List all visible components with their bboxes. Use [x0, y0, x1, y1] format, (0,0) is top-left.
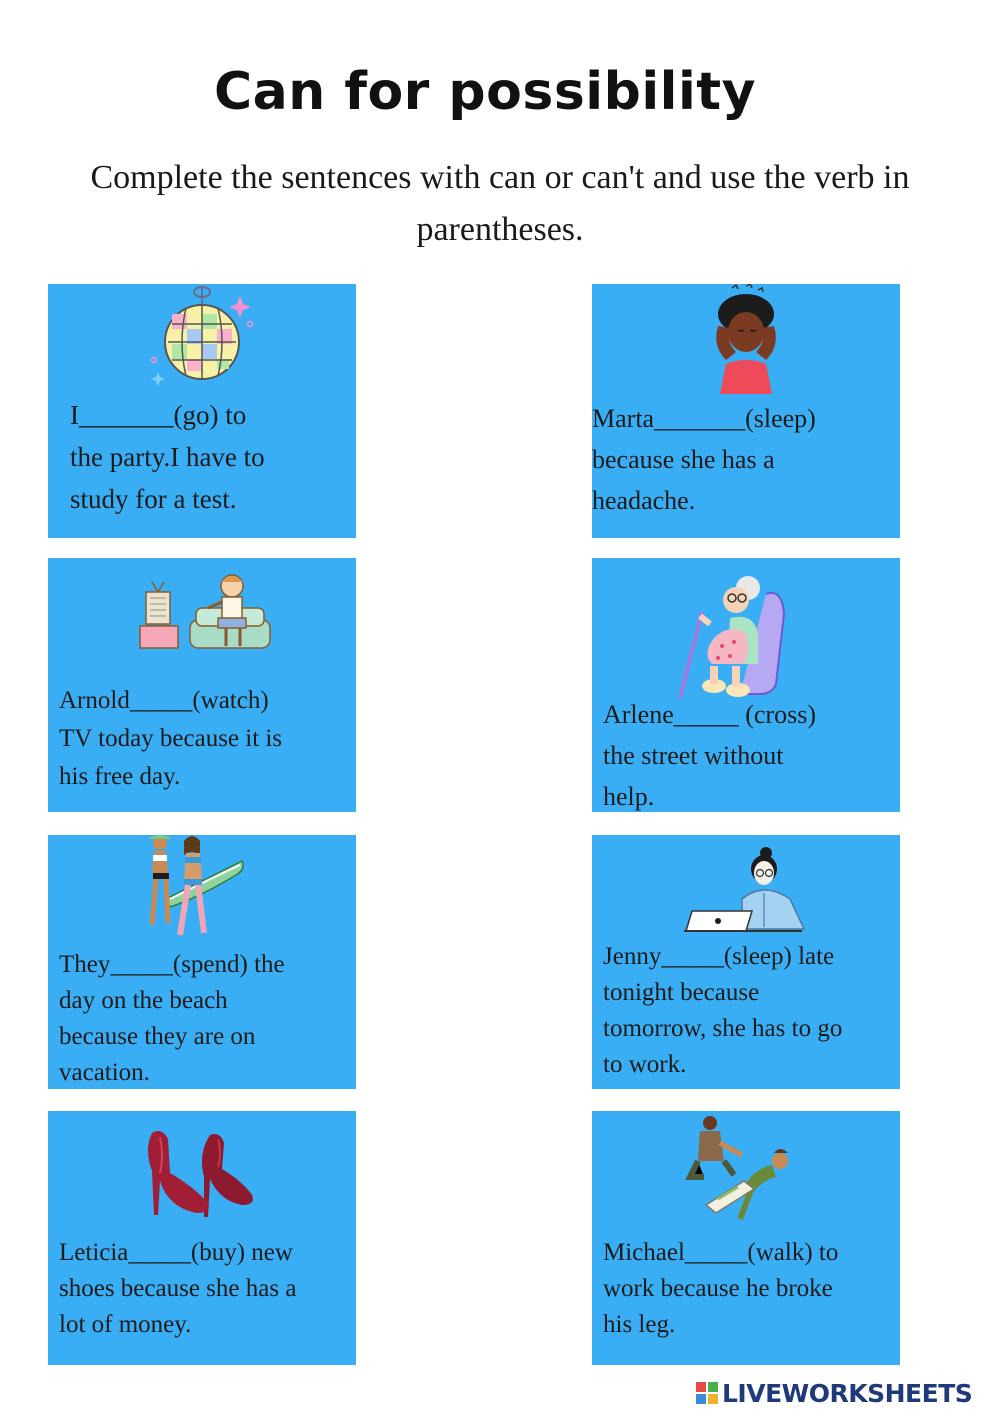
disco-ball-icon	[148, 284, 268, 392]
exercise-card-6	[592, 835, 900, 1089]
card-text: They_____(spend) the day on the beach because they are on vacation.	[59, 951, 285, 1086]
headache-woman-icon	[702, 284, 792, 396]
high-heels-icon	[144, 1129, 264, 1219]
elderly-woman-icon	[674, 568, 794, 702]
exercise-card-4	[592, 558, 900, 812]
card-text: Leticia_____(buy) new shoes because she has a lot of money.	[59, 1239, 297, 1338]
watching-tv-icon	[136, 570, 276, 656]
exercise-card-8	[592, 1111, 900, 1365]
card-text: Marta_______(sleep) because she has a headache.	[592, 404, 816, 515]
card-text: Michael_____(walk) to work because he broke his leg.	[603, 1239, 839, 1338]
exercise-card-1	[48, 284, 356, 538]
card-text: Jenny_____(sleep) late tonight because tomorrow, she has to go to work.	[603, 943, 843, 1078]
card-text: Arnold_____(watch) TV today because it is his free day.	[59, 687, 283, 790]
card-text: Arlene_____ (cross) the street without help.	[603, 700, 816, 811]
liveworksheets-mark-icon	[696, 1382, 718, 1404]
instructions: Complete the sentences with can or can't and use the verb in parentheses.	[90, 159, 910, 248]
exercise-card-5	[48, 835, 356, 1089]
liveworksheets-logo	[696, 1376, 996, 1410]
exercise-card-7	[48, 1111, 356, 1365]
page-title: Can for possibility	[213, 62, 757, 122]
broken-leg-icon	[684, 1113, 796, 1221]
beach-women-icon	[140, 835, 250, 945]
laptop-woman-icon	[684, 843, 808, 937]
exercise-card-2	[592, 284, 900, 538]
brand-text: LIVEWORKSHEETS	[722, 1378, 973, 1408]
card-text: I_______(go) to the party.I have to study for a test.	[70, 400, 265, 514]
exercise-card-3	[48, 558, 356, 812]
